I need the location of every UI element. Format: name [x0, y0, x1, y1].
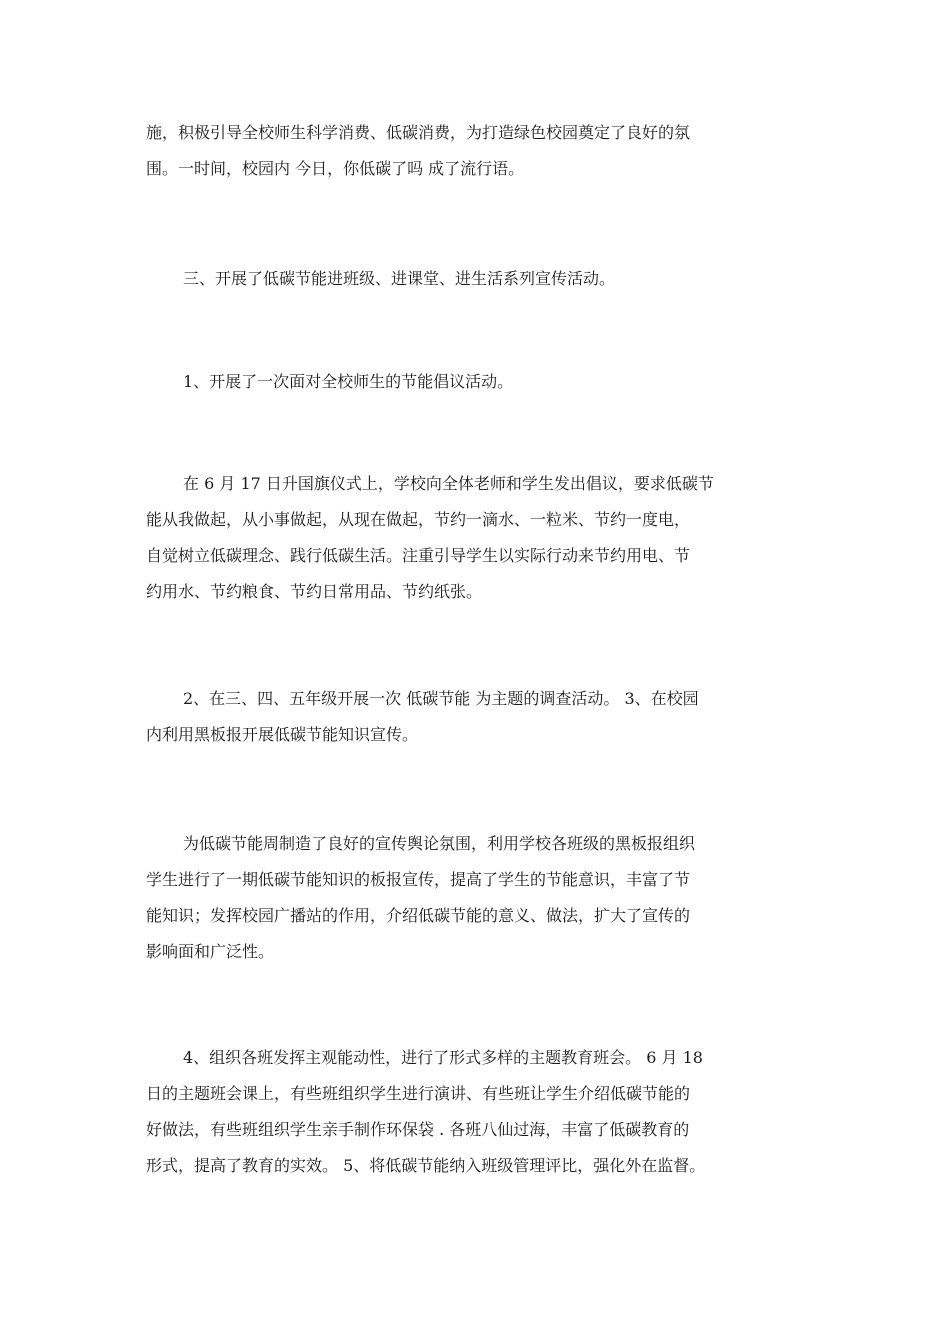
paragraph-line: 围。一时间，校园内 今日，你低碳了吗 成了流行语。: [146, 159, 525, 178]
paragraph-line: 能从我做起，从小事做起，从现在做起，节约一滴水、一粒米、节约一度电，: [146, 510, 691, 529]
paragraph-line: 约用水、节约粮食、节约日常用品、节约纸张。: [146, 582, 483, 601]
paragraph-line: 在 6 月 17 日升国旗仪式上，学校向全体老师和学生发出倡议，要求低碳节: [183, 474, 714, 493]
paragraph-1: [146, 115, 814, 187]
list-item-heading: 1、开展了一次面对全校师生的节能倡议活动。: [183, 372, 514, 391]
paragraph-2-heading: [146, 261, 814, 297]
paragraph-6: [146, 826, 814, 970]
paragraph-line: 好做法，有些班组织学生亲手制作环保袋 . 各班八仙过海，丰富了低碳教育的: [146, 1120, 690, 1139]
paragraph-line: 2、在三、四、五年级开展一次 低碳节能 为主题的调查活动。 3、在校园: [183, 689, 699, 708]
paragraph-line: 能知识；发挥校园广播站的作用，介绍低碳节能的意义、做法，扩大了宣传的: [146, 906, 691, 925]
paragraph-5: [146, 681, 814, 753]
paragraph-3: [146, 364, 814, 400]
paragraph-line: 学生进行了一期低碳节能知识的板报宣传，提高了学生的节能意识，丰富了节: [146, 870, 691, 889]
paragraph-line: 影响面和广泛性。: [146, 942, 275, 961]
paragraph-7: [146, 1040, 814, 1184]
paragraph-4: [146, 466, 814, 610]
paragraph-line: 自觉树立低碳理念、践行低碳生活。注重引导学生以实际行动来节约用电、节: [146, 546, 691, 565]
section-heading: 三、开展了低碳节能进班级、进课堂、进生活系列宣传活动。: [183, 269, 616, 288]
paragraph-line: 形式，提高了教育的实效。 5、将低碳节能纳入班级管理评比，强化外在监督。: [146, 1156, 706, 1175]
paragraph-line: 内利用黑板报开展低碳节能知识宣传。: [146, 725, 419, 744]
paragraph-line: 为低碳节能周制造了良好的宣传舆论氛围，利用学校各班级的黑板报组织: [183, 834, 696, 853]
paragraph-line: 日的主题班会课上，有些班组织学生进行演讲、有些班让学生介绍低碳节能的: [146, 1084, 691, 1103]
paragraph-line: 施，积极引导全校师生科学消费、低碳消费，为打造绿色校园奠定了良好的氛: [146, 123, 691, 142]
paragraph-line: 4、组织各班发挥主观能动性，进行了形式多样的主题教育班会。 6 月 18: [183, 1048, 703, 1067]
